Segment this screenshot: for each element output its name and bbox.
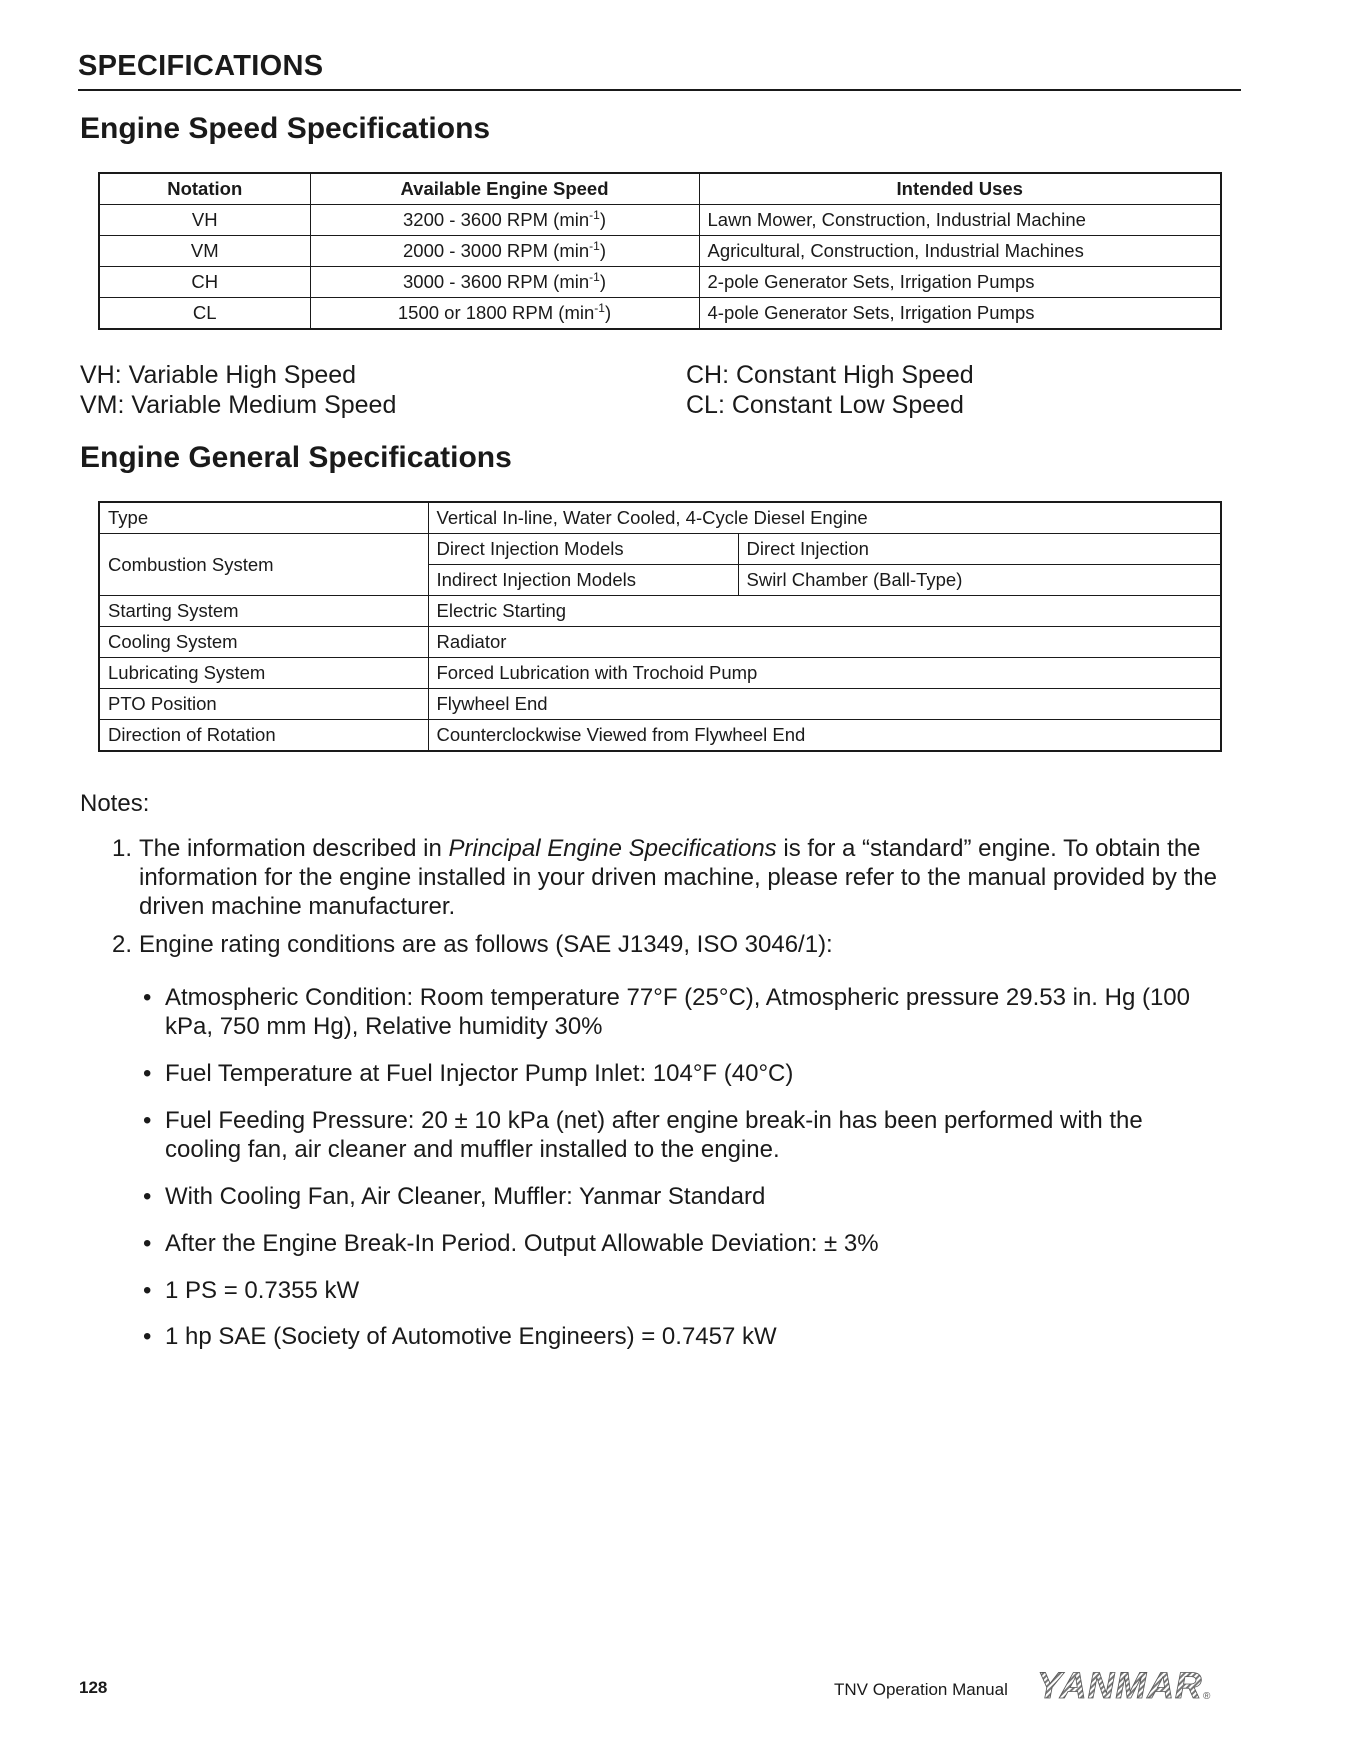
uses-cell: Agricultural, Construction, Industrial Machines xyxy=(699,236,1221,267)
notation-cell: CL xyxy=(99,298,310,330)
speed-section-title: Engine Speed Specifications xyxy=(80,112,491,145)
bullet-item xyxy=(143,1182,1203,1211)
speed-legend-left xyxy=(80,360,396,420)
bullet-text: 1 hp SAE (Society of Automotive Engineers) = 0.7457 kW xyxy=(165,1323,777,1350)
bullet-item xyxy=(143,1322,1203,1351)
combustion-value-cell: Direct Injection xyxy=(738,534,1221,565)
speed-cell xyxy=(310,236,699,267)
spec-value-cell: Counterclockwise Viewed from Flywheel End xyxy=(428,720,1221,752)
bullet-text: Fuel Feeding Pressure: 20 ± 10 kPa (net) after engine break-in has been performed with the cooling fan, air cleaner and muffler installed to the engine. xyxy=(165,1107,1143,1163)
notation-cell: VM xyxy=(99,236,310,267)
spec-value-cell: Forced Lubrication with Trochoid Pump xyxy=(428,658,1221,689)
spec-label-cell: Combustion System xyxy=(99,534,428,596)
column-header: Intended Uses xyxy=(699,173,1221,205)
page-header: SPECIFICATIONS xyxy=(78,50,1241,91)
spec-value-cell: Vertical In-line, Water Cooled, 4-Cycle Diesel Engine xyxy=(428,502,1221,534)
combustion-model-cell: Direct Injection Models xyxy=(428,534,738,565)
legend-item: CH: Constant High Speed xyxy=(686,361,974,389)
table-row xyxy=(99,689,1221,720)
speed-text: 2000 - 3000 RPM (min xyxy=(403,240,590,262)
bullet-text: 1 PS = 0.7355 kW xyxy=(165,1277,360,1304)
uses-cell: Lawn Mower, Construction, Industrial Machine xyxy=(699,205,1221,236)
note-number: 1. xyxy=(112,835,133,862)
speed-text: 1500 or 1800 RPM (min xyxy=(397,302,595,324)
note-text xyxy=(139,834,1242,921)
speed-exponent: -1 xyxy=(589,239,600,254)
bullet-item xyxy=(143,1229,1203,1258)
speed-exponent: -1 xyxy=(594,301,605,316)
bullet-text: After the Engine Break-In Period. Output Allowable Deviation: ± 3% xyxy=(165,1230,879,1257)
spec-value-cell: Flywheel End xyxy=(428,689,1221,720)
note-text-post: is for a “standard” engine. To obtain the information for the engine installed in your driven machine, please refer to the manual provided by the driven machine manufacturer. xyxy=(139,835,1217,920)
speed-cell xyxy=(310,267,699,298)
spec-value-cell: Radiator xyxy=(428,627,1221,658)
note-item xyxy=(112,834,1242,921)
speed-close: ) xyxy=(604,302,612,324)
bullet-item xyxy=(143,1276,1203,1305)
note-number: 2. xyxy=(112,931,133,958)
bullet-glyph: • xyxy=(143,1183,152,1210)
table-row xyxy=(99,298,1221,330)
column-header: Notation xyxy=(99,173,310,205)
speed-text: 3200 - 3600 RPM (min xyxy=(403,209,590,231)
table-row xyxy=(99,658,1221,689)
spec-label-cell: Starting System xyxy=(99,596,428,627)
legend-item: VH: Variable High Speed xyxy=(80,361,357,389)
table-row xyxy=(99,205,1221,236)
table-row xyxy=(99,720,1221,752)
table-header-row xyxy=(99,173,1221,205)
note-text-emphasis: Principal Engine Specifications xyxy=(448,835,777,862)
uses-cell: 4-pole Generator Sets, Irrigation Pumps xyxy=(699,298,1221,330)
column-header: Available Engine Speed xyxy=(310,173,699,205)
bullet-glyph: • xyxy=(143,984,152,1011)
spec-value-cell: Electric Starting xyxy=(428,596,1221,627)
bullet-glyph: • xyxy=(143,1323,152,1350)
manual-title: TNV Operation Manual xyxy=(834,1680,1008,1699)
speed-exponent: -1 xyxy=(589,270,600,285)
combustion-model-cell: Indirect Injection Models xyxy=(428,565,738,596)
table-row xyxy=(99,596,1221,627)
page-number: 128 xyxy=(79,1678,108,1697)
engine-speed-table xyxy=(98,172,1222,330)
speed-cell xyxy=(310,298,699,330)
speed-cell xyxy=(310,205,699,236)
note-text-pre: The information described in xyxy=(139,835,449,862)
table-row xyxy=(99,236,1221,267)
spec-label-cell: Lubricating System xyxy=(99,658,428,689)
table-row xyxy=(99,502,1221,534)
notation-cell: CH xyxy=(99,267,310,298)
table-row xyxy=(99,534,1221,565)
uses-cell: 2-pole Generator Sets, Irrigation Pumps xyxy=(699,267,1221,298)
general-section-title: Engine General Specifications xyxy=(80,441,512,474)
table-row xyxy=(99,627,1221,658)
table-row xyxy=(99,267,1221,298)
bullet-text: With Cooling Fan, Air Cleaner, Muffler: Yanmar Standard xyxy=(165,1183,766,1210)
spec-label-cell: PTO Position xyxy=(99,689,428,720)
speed-close: ) xyxy=(599,240,606,262)
speed-text: 3000 - 3600 RPM (min xyxy=(403,271,590,293)
legend-item: VM: Variable Medium Speed xyxy=(80,391,397,419)
bullet-item xyxy=(143,1106,1203,1164)
speed-legend-right xyxy=(686,360,974,420)
bullet-glyph: • xyxy=(143,1230,152,1257)
spec-label-cell: Cooling System xyxy=(99,627,428,658)
notation-cell: VH xyxy=(99,205,310,236)
bullet-text: Atmospheric Condition: Room temperature 77°F (25°C), Atmospheric pressure 29.53 in. Hg (100 kPa, 750 mm Hg), Relative humidity 30% xyxy=(165,984,1191,1040)
registered-mark: ® xyxy=(1203,1691,1211,1702)
spec-label-cell: Direction of Rotation xyxy=(99,720,428,752)
notes-label: Notes: xyxy=(80,790,150,817)
bullet-item xyxy=(143,983,1203,1041)
speed-close: ) xyxy=(599,271,606,293)
note-item xyxy=(112,930,1242,959)
bullet-glyph: • xyxy=(143,1060,152,1087)
bullet-glyph: • xyxy=(143,1107,152,1134)
yanmar-logo xyxy=(1033,1665,1213,1705)
note-text: Engine rating conditions are as follows (SAE J1349, ISO 3046/1): xyxy=(139,931,833,958)
bullet-glyph: • xyxy=(143,1277,152,1304)
bullet-item xyxy=(143,1059,1203,1088)
logo-wordmark: YANMAR xyxy=(1037,1665,1203,1705)
spec-label-cell: Type xyxy=(99,502,428,534)
engine-general-table xyxy=(98,501,1222,752)
combustion-value-cell: Swirl Chamber (Ball-Type) xyxy=(738,565,1221,596)
legend-item: CL: Constant Low Speed xyxy=(686,391,964,419)
bullet-text: Fuel Temperature at Fuel Injector Pump Inlet: 104°F (40°C) xyxy=(165,1060,794,1087)
speed-close: ) xyxy=(599,209,606,231)
speed-exponent: -1 xyxy=(589,208,600,223)
